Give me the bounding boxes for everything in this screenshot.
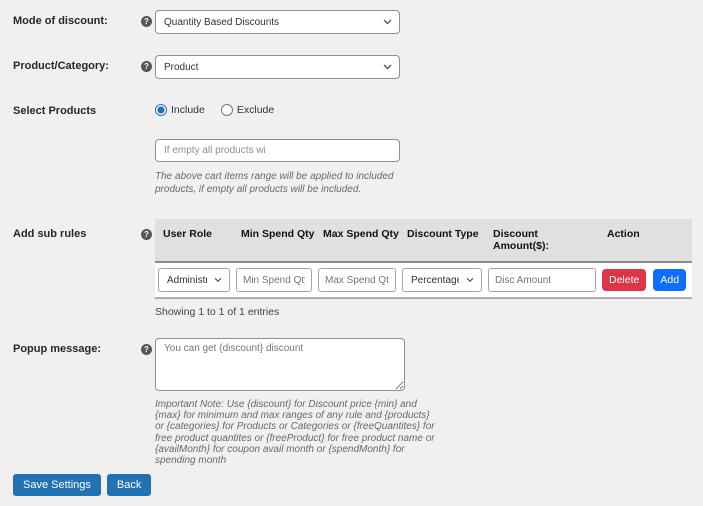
mode-of-discount-label: Mode of discount: <box>13 15 108 27</box>
select-products-row <box>13 100 690 196</box>
help-icon[interactable]: ? <box>141 16 152 27</box>
table-header-row <box>155 219 692 262</box>
discount-amount-input[interactable] <box>488 268 596 292</box>
header-min-spend-qty: Min Spend Qty <box>233 219 315 262</box>
include-radio[interactable] <box>155 104 167 116</box>
popup-message-row <box>13 338 690 466</box>
help-icon[interactable]: ? <box>141 61 152 72</box>
header-max-spend-qty: Max Spend Qty <box>315 219 399 262</box>
header-discount-type: Discount Type <box>399 219 485 262</box>
products-note: The above cart items range will be applied to included products, if empty all products will be included. <box>155 171 394 195</box>
exclude-radio[interactable] <box>221 104 233 116</box>
help-icon[interactable]: ? <box>141 229 152 240</box>
sub-rules-row <box>13 219 690 318</box>
mode-of-discount-select[interactable] <box>155 10 400 34</box>
products-filter-input[interactable] <box>155 139 400 162</box>
sub-rules-label: Add sub rules <box>13 228 87 240</box>
save-settings-button[interactable]: Save Settings <box>13 474 101 496</box>
include-radio-option[interactable] <box>155 104 205 116</box>
delete-button[interactable]: Delete <box>602 269 646 291</box>
product-category-label: Product/Category: <box>13 60 109 72</box>
select-products-label: Select Products <box>13 105 97 117</box>
product-category-select[interactable] <box>155 55 400 79</box>
popup-message-textarea[interactable] <box>155 338 405 391</box>
header-user-role: User Role <box>155 219 233 262</box>
popup-message-label: Popup message: <box>13 343 102 355</box>
sub-rules-table <box>155 219 692 299</box>
add-button[interactable]: Add <box>653 269 686 291</box>
max-spend-qty-input[interactable] <box>318 268 396 292</box>
help-icon[interactable]: ? <box>141 344 152 355</box>
table-row <box>155 262 692 298</box>
include-radio-label: Include <box>171 104 205 116</box>
user-role-select[interactable] <box>158 268 230 292</box>
header-discount-amount: Discount Amount($): <box>485 219 599 262</box>
popup-message-note: Important Note: Use {discount} for Discount price {min} and {max} for minimum and max ranges of any rule and {products} or {categories} for Products or Categories or {freeQuantites} for free product quantites or {freeProduct} for free product name or {availMonth} for coupon avail month or {spendMonth} for spending month <box>155 399 435 466</box>
back-button[interactable]: Back <box>107 474 151 496</box>
footer-actions <box>13 474 690 496</box>
include-exclude-radio-group <box>155 100 690 116</box>
product-category-row <box>13 55 690 79</box>
discount-type-select[interactable] <box>402 268 482 292</box>
exclude-radio-label: Exclude <box>236 104 275 116</box>
header-action: Action <box>599 219 692 262</box>
exclude-radio-option[interactable] <box>221 104 274 116</box>
min-spend-qty-input[interactable] <box>236 268 312 292</box>
table-info: Showing 1 to 1 of 1 entries <box>155 306 280 318</box>
mode-of-discount-row <box>13 10 690 34</box>
